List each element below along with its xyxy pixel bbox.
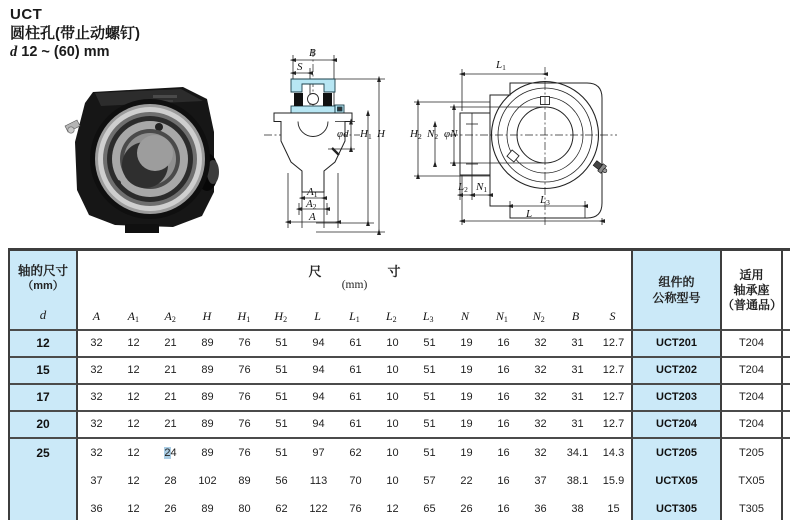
dim-value-cell: 32 37 36 — [78, 439, 115, 520]
column-letter: $H_2$ — [274, 309, 288, 324]
dim-value-cell: 12.7 — [596, 385, 633, 412]
dim-label-A1: $A_1$ — [307, 186, 318, 199]
dim-value-cell: 10 — [374, 358, 411, 385]
dim-value-cell: 19 — [448, 412, 485, 439]
column-letter: $L_3$ — [422, 309, 434, 324]
clipped-column-cell — [783, 358, 790, 385]
shaft-diameter-cell: 15 — [10, 358, 78, 385]
dim-value-cell: 51 — [263, 331, 300, 358]
dim-value-cell: 32 — [78, 412, 115, 439]
dim-value-cell: 16 — [485, 358, 522, 385]
shaft-diameter-cell: 20 — [10, 412, 78, 439]
dim-value-cell: 32 — [522, 412, 559, 439]
dim-value-cell: 12 — [115, 358, 152, 385]
table-row — [10, 358, 790, 385]
dim-value-cell: 19 — [448, 331, 485, 358]
dim-value-cell: 12.7 — [596, 331, 633, 358]
bore-type-subtitle: 圆柱孔(带止动螺钉) — [10, 25, 140, 42]
dim-label-A2: $A_2$ — [306, 198, 317, 211]
dim-value-cell: 31 — [559, 358, 596, 385]
size-range-text: 12 ~ (60) mm — [21, 44, 110, 60]
bearing-unit-photo — [55, 80, 230, 235]
table-row — [10, 439, 790, 520]
dim-label-L: L — [526, 208, 533, 220]
dim-value-cell: 21 — [152, 412, 189, 439]
dim-value-cell: 32 — [78, 331, 115, 358]
table-row — [10, 385, 790, 412]
dim-value-cell: 51 — [263, 385, 300, 412]
dim-value-cell: 24 28 26 — [152, 439, 189, 520]
housing-cell: T204 — [722, 358, 783, 385]
table-row — [10, 412, 790, 439]
dim-value-cell: 32 — [522, 385, 559, 412]
product-photo — [55, 80, 230, 235]
dim-value-cell: 94 — [300, 412, 337, 439]
column-letter: $L_1$ — [349, 309, 360, 324]
dim-value-cell: 19 — [448, 358, 485, 385]
dim-value-cell: 51 — [411, 358, 448, 385]
dim-value-cell: 32 — [78, 358, 115, 385]
dim-label-S: S — [297, 61, 303, 73]
dim-value-cell: 62 70 76 — [337, 439, 374, 520]
column-letter: A — [92, 309, 101, 323]
dim-value-cell: 97 113 122 — [300, 439, 337, 520]
clipped-column-cell — [783, 439, 790, 520]
dim-value-cell: 94 — [300, 385, 337, 412]
dim-value-cell: 16 — [485, 331, 522, 358]
dim-value-cell: 34.1 38.1 38 — [559, 439, 596, 520]
dim-label-L3: $L_3$ — [540, 194, 550, 207]
dim-value-cell: 32 — [522, 358, 559, 385]
dim-value-cell: 32 — [522, 331, 559, 358]
side-view-drawing — [410, 45, 635, 243]
dim-value-cell: 61 — [337, 358, 374, 385]
dim-value-cell: 32 — [78, 385, 115, 412]
shaft-diameter-cell: 25 — [10, 439, 78, 520]
column-letter: N — [461, 309, 470, 323]
dim-label-A: A — [309, 211, 316, 223]
clipped-column-cell — [783, 331, 790, 358]
series-title: UCT — [10, 6, 43, 23]
dim-label-phiN: φN — [444, 128, 458, 140]
dim-value-cell: 51 57 65 — [411, 439, 448, 520]
dim-value-cell: 10 — [374, 385, 411, 412]
dim-label-B: B — [309, 47, 316, 59]
column-letter: $N_2$ — [532, 309, 545, 324]
dim-value-cell: 12.7 — [596, 412, 633, 439]
clipped-column-cell — [783, 412, 790, 439]
table-row — [10, 331, 790, 358]
dim-value-cell: 12 12 12 — [115, 439, 152, 520]
dim-value-cell: 31 — [559, 331, 596, 358]
dimensions-header: 尺 寸 (mm) A $A_1$ $A_2$ H $H_1$ $H_2$ L $L_1$ $L_2$ $L_3$ N $N_1$ $N_2$ B S — [78, 251, 633, 331]
dim-value-cell: 16 — [485, 385, 522, 412]
dim-value-cell: 21 — [152, 385, 189, 412]
side-view-svg — [410, 45, 635, 243]
dim-label-H: H — [377, 128, 385, 140]
dim-value-cell: 61 — [337, 412, 374, 439]
dim-value-cell: 76 89 80 — [226, 439, 263, 520]
dim-value-cell: 51 — [263, 412, 300, 439]
dim-value-cell: 51 — [411, 331, 448, 358]
model-cell: UCT202 — [633, 358, 722, 385]
clipped-column-header — [783, 251, 790, 331]
dimension-table — [8, 248, 790, 520]
dim-label-H2: $H_2$ — [410, 128, 422, 141]
shaft-diameter-cell: 12 — [10, 331, 78, 358]
column-letter: H — [202, 309, 212, 323]
shaft-diameter-cell: 17 — [10, 385, 78, 412]
dim-value-cell: 31 — [559, 385, 596, 412]
front-section-svg — [258, 45, 393, 243]
housing-cell: T205 TX05 T305 — [722, 439, 783, 520]
model-cell: UCT201 — [633, 331, 722, 358]
column-letter: B — [571, 309, 580, 323]
dim-value-cell: 10 10 12 — [374, 439, 411, 520]
dim-value-cell: 51 — [411, 412, 448, 439]
housing-cell: T204 — [722, 412, 783, 439]
dim-value-cell: 94 — [300, 358, 337, 385]
dim-value-cell: 12 — [115, 331, 152, 358]
column-letter: $A_2$ — [164, 309, 176, 324]
dim-value-cell: 61 — [337, 331, 374, 358]
dim-value-cell: 19 22 26 — [448, 439, 485, 520]
dim-value-cell: 89 — [189, 358, 226, 385]
title-block — [10, 5, 140, 62]
model-cell: UCT203 — [633, 385, 722, 412]
dim-label-phid: φd — [337, 128, 349, 140]
column-letter: $H_1$ — [237, 309, 251, 324]
column-letter: $N_1$ — [495, 309, 508, 324]
model-cell: UCT204 — [633, 412, 722, 439]
dim-label-N1: $N_1$ — [476, 181, 488, 194]
dim-value-cell: 10 — [374, 331, 411, 358]
model-header: 组件的 公称型号 — [633, 251, 722, 331]
dim-value-cell: 76 — [226, 358, 263, 385]
size-range — [10, 43, 140, 62]
dim-value-cell: 89 102 89 — [189, 439, 226, 520]
dim-label-N2: $N_2$ — [427, 128, 439, 141]
dim-label-L2: $L_2$ — [458, 181, 468, 194]
column-letter: S — [609, 309, 616, 323]
size-range-variable: d — [10, 44, 18, 60]
table-header-row — [10, 251, 790, 331]
model-cell: UCT205 UCTX05 UCT305 — [633, 439, 722, 520]
dim-value-cell: 31 — [559, 412, 596, 439]
dim-value-cell: 76 — [226, 385, 263, 412]
dim-value-cell: 89 — [189, 412, 226, 439]
dim-value-cell: 21 — [152, 358, 189, 385]
shaft-size-header: 轴的尺寸 （mm） d — [10, 251, 78, 331]
dim-value-cell: 14.3 15.9 15 — [596, 439, 633, 520]
dim-value-cell: 10 — [374, 412, 411, 439]
dim-value-cell: 16 16 16 — [485, 439, 522, 520]
dim-value-cell: 51 56 62 — [263, 439, 300, 520]
dim-value-cell: 89 — [189, 331, 226, 358]
dim-value-cell: 94 — [300, 331, 337, 358]
dim-value-cell: 12 — [115, 412, 152, 439]
dim-value-cell: 76 — [226, 412, 263, 439]
dim-value-cell: 12 — [115, 385, 152, 412]
housing-cell: T204 — [722, 385, 783, 412]
dim-value-cell: 21 — [152, 331, 189, 358]
front-section-drawing — [258, 45, 393, 243]
dim-value-cell: 51 — [411, 385, 448, 412]
column-letter: $L_2$ — [385, 309, 397, 324]
dim-value-cell: 61 — [337, 385, 374, 412]
dim-value-cell: 89 — [189, 385, 226, 412]
dim-value-cell: 12.7 — [596, 358, 633, 385]
dim-label-H1: $H_1$ — [360, 128, 372, 141]
housing-header: 适用 轴承座 （普通品） — [722, 251, 783, 331]
dim-value-cell: 32 37 36 — [522, 439, 559, 520]
column-letter: $A_1$ — [127, 309, 139, 324]
dim-label-L1: $L_1$ — [496, 59, 506, 72]
dim-value-cell: 76 — [226, 331, 263, 358]
dim-value-cell: 16 — [485, 412, 522, 439]
clipped-column-cell — [783, 385, 790, 412]
column-letter: L — [314, 309, 321, 323]
dim-value-cell: 19 — [448, 385, 485, 412]
housing-cell: T204 — [722, 331, 783, 358]
dim-value-cell: 51 — [263, 358, 300, 385]
